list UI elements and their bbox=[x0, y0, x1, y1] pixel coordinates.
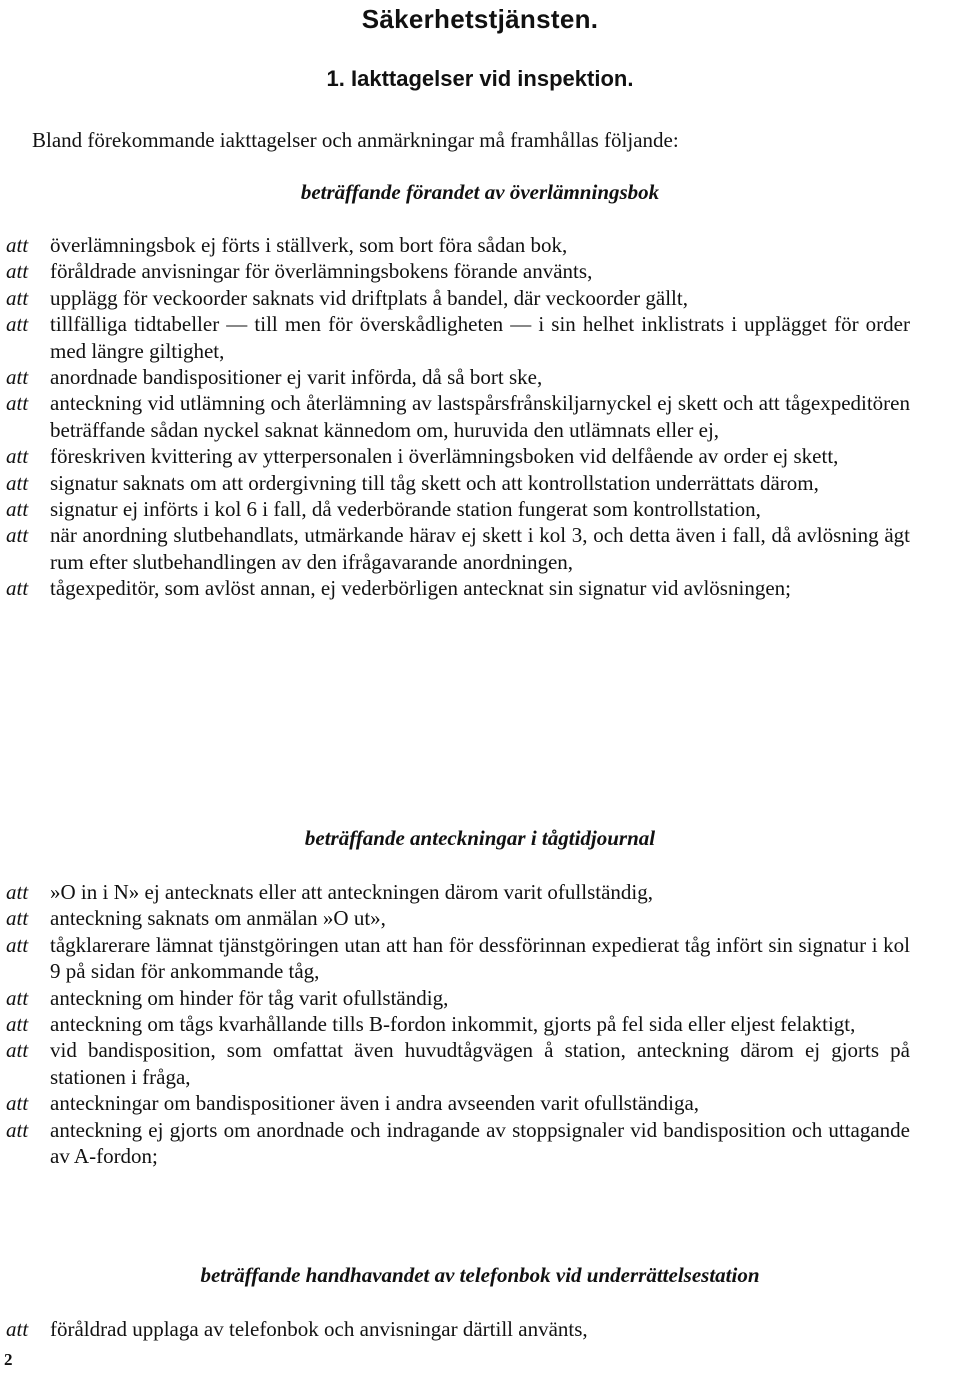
subheading-overlamningsbok: beträffande förandet av överlämningsbok bbox=[300, 180, 660, 204]
list-item-text: »O in i N» ej antecknats eller att anteckningen därom varit ofullständig, bbox=[50, 880, 653, 904]
list-item bbox=[0, 905, 910, 931]
list-telefonbok bbox=[0, 1316, 910, 1342]
list-item bbox=[0, 522, 910, 575]
list-overlamningsbok bbox=[0, 232, 910, 602]
list-item-text: anordnade bandispositioner ej varit införda, då så bort ske, bbox=[50, 365, 543, 390]
list-item-text: anteckning om hinder för tåg varit ofullständig, bbox=[50, 985, 449, 1010]
page-title: Säkerhetstjänsten. bbox=[361, 4, 599, 34]
list-item bbox=[0, 1037, 910, 1090]
list-tagtidjournal bbox=[0, 879, 910, 1169]
list-item bbox=[0, 1090, 910, 1116]
list-item bbox=[0, 364, 910, 390]
att-prefix: att bbox=[6, 1117, 29, 1142]
list-item-text: anteckningar om bandispositioner även i andra avseenden varit ofullständiga, bbox=[50, 1091, 700, 1116]
list-item-text: upplägg för veckoorder saknats vid driftplats å bandel, där veckoorder gällt, bbox=[50, 285, 688, 310]
list-item bbox=[0, 932, 910, 985]
subheading-telefonbok: beträffande handhavandet av telefonbok vid underrättelsestation bbox=[200, 1263, 760, 1287]
att-prefix: att bbox=[6, 365, 29, 390]
att-prefix: att bbox=[6, 1038, 29, 1063]
list-item bbox=[0, 232, 910, 258]
list-item bbox=[0, 496, 910, 522]
list-item bbox=[0, 1011, 910, 1037]
att-prefix: att bbox=[6, 880, 29, 904]
att-prefix: att bbox=[6, 470, 29, 495]
list-item-text: tågexpeditör, som avlöst annan, ej vederbörligen antecknat sin signatur vid avlösningen; bbox=[50, 576, 791, 601]
list-item-text: tillfälliga tidtabeller — till men för överskådligheten — i sin helhet inklistrats i upplägget för order med längre giltighet, bbox=[50, 312, 910, 363]
section-title: 1. Iakttagelser vid inspektion. bbox=[326, 66, 634, 91]
list-item bbox=[0, 311, 910, 364]
subheading-tagtidjournal: beträffande anteckningar i tågtidjournal bbox=[304, 826, 656, 850]
list-item bbox=[0, 985, 910, 1011]
list-item-text: föråldrad upplaga av telefonbok och anvisningar därtill använts, bbox=[50, 1317, 588, 1341]
att-prefix: att bbox=[6, 1012, 29, 1037]
intro-paragraph: Bland förekommande iakttagelser och anmärkningar må framhållas följande: bbox=[32, 128, 679, 152]
list-item bbox=[0, 575, 910, 601]
list-item-text: föreskriven kvittering av ytterpersonalen i överlämningsboken vid delfående av order ej skett, bbox=[50, 444, 839, 469]
att-prefix: att bbox=[6, 985, 29, 1010]
list-item-text: anteckning saknats om anmälan »O ut», bbox=[50, 906, 386, 931]
page-number: 2 bbox=[4, 1350, 13, 1369]
list-item bbox=[0, 258, 910, 284]
list-item-text: signatur ej införts i kol 6 i fall, då vederbörande station fungerat som kontrollstation, bbox=[50, 497, 761, 522]
list-item-text: signatur saknats om att ordergivning till tåg skett och att kontrollstation underrättats därom, bbox=[50, 470, 819, 495]
att-prefix: att bbox=[6, 576, 29, 601]
att-prefix: att bbox=[6, 1317, 29, 1341]
att-prefix: att bbox=[6, 932, 29, 957]
att-prefix: att bbox=[6, 233, 29, 257]
list-item bbox=[0, 1316, 910, 1342]
list-item-text: anteckning ej gjorts om anordnade och indragande av stoppsignaler vid bandisposition och uttagande av A-fordon; bbox=[50, 1117, 910, 1169]
att-prefix: att bbox=[6, 906, 29, 931]
att-prefix: att bbox=[6, 523, 29, 548]
att-prefix: att bbox=[6, 259, 29, 284]
att-prefix: att bbox=[6, 1091, 29, 1116]
list-item bbox=[0, 390, 910, 443]
list-item-text: när anordning slutbehandlats, utmärkande härav ej skett i kol 3, och detta även i fall, då avlösning ägt rum efter slutbehandlingen av den ifrågavarande anordningen, bbox=[50, 523, 910, 574]
list-item bbox=[0, 470, 910, 496]
list-item-text: tågklarerare lämnat tjänstgöringen utan att han för dessförinnan expedierat tåg infört sin signatur i kol 9 på sidan för ankommande tåg, bbox=[50, 932, 910, 984]
list-item bbox=[0, 1117, 910, 1170]
att-prefix: att bbox=[6, 497, 29, 522]
list-item-text: föråldrade anvisningar för överlämningsbokens förande använts, bbox=[50, 259, 593, 284]
att-prefix: att bbox=[6, 391, 29, 416]
list-item-text: överlämningsbok ej förts i ställverk, som bort föra sådan bok, bbox=[50, 233, 568, 257]
att-prefix: att bbox=[6, 312, 29, 337]
list-item bbox=[0, 285, 910, 311]
att-prefix: att bbox=[6, 285, 29, 310]
list-item-text: vid bandisposition, som omfattat även huvudtågvägen å station, anteckning därom ej gjorts på stationen i fråga, bbox=[50, 1038, 910, 1089]
list-item bbox=[0, 879, 910, 905]
list-item-text: anteckning vid utlämning och återlämning av lastspårsfrånskiljarnyckel ej skett och att tågexpeditören beträffande sådan nyckel saknat kännedom om, huruvida den utlämnats eller ej, bbox=[50, 391, 910, 442]
list-item bbox=[0, 443, 910, 469]
list-item-text: anteckning om tågs kvarhållande tills B-fordon inkommit, gjorts på fel sida eller eljest felaktigt, bbox=[50, 1012, 856, 1037]
att-prefix: att bbox=[6, 444, 29, 469]
